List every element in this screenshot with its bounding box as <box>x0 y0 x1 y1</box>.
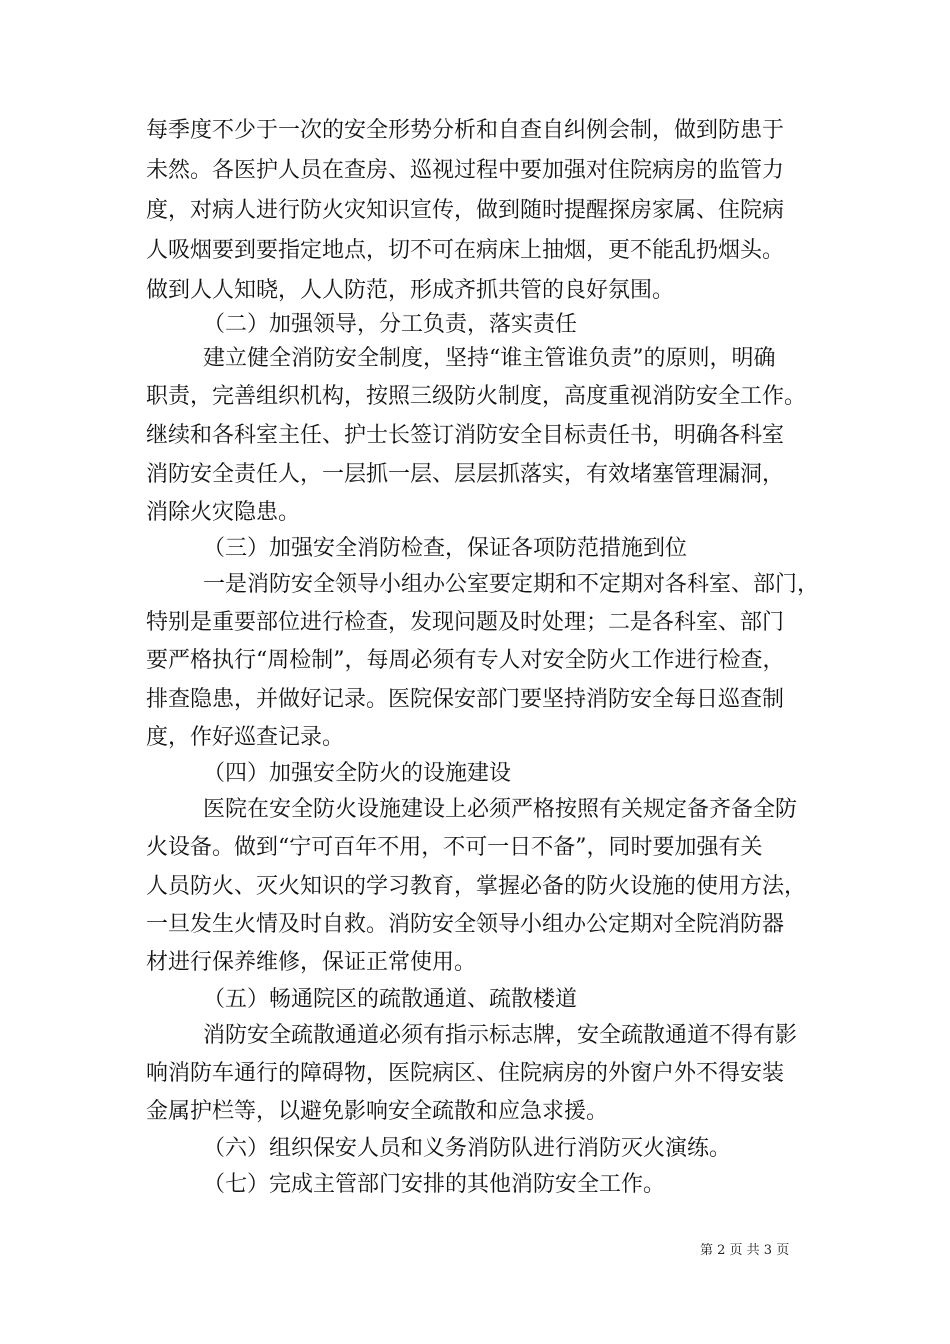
body-line: 材进行保养维修，保证正常使用。 <box>146 950 477 975</box>
body-line: 继续和各科室主任、护士长签订消防安全目标责任书，明确各科室 <box>146 423 785 448</box>
section-heading: （六）组织保安人员和义务消防队进行消防灭火演练。 <box>203 1136 732 1161</box>
body-line: 人员防火、灭火知识的学习教育，掌握必备的防火设施的使用方法， <box>146 874 807 899</box>
page-number: 第 2 页 共 3 页 <box>700 1243 790 1258</box>
paragraph-first-line: 一是消防安全领导小组办公室要定期和不定期对各科室、部门， <box>203 572 820 597</box>
body-line: 金属护栏等，以避免影响安全疏散和应急求援。 <box>146 1099 609 1124</box>
section-heading: （五）畅通院区的疏散通道、疏散楼道 <box>203 987 578 1012</box>
body-line: 要严格执行“周检制”，每周必须有专人对安全防火工作进行检查， <box>146 648 785 673</box>
paragraph-first-line: 医院在安全防火设施建设上必须严格按照有关规定备齐备全防 <box>203 797 798 822</box>
body-line: 特别是重要部位进行检查，发现问题及时处理；二是各科室、部门 <box>146 610 785 635</box>
body-line: 职责，完善组织机构，按照三级防火制度，高度重视消防安全工作。 <box>146 384 807 409</box>
body-line: 每季度不少于一次的安全形势分析和自查自纠例会制，做到防患于 <box>146 118 785 143</box>
paragraph-first-line: 消防安全疏散通道必须有指示标志牌，安全疏散通道不得有影 <box>203 1023 798 1048</box>
body-line: 消防安全责任人，一层抓一层、层层抓落实，有效堵塞管理漏洞， <box>146 462 785 487</box>
body-line: 消除火灾隐患。 <box>146 500 301 525</box>
section-heading: （三）加强安全消防检查，保证各项防范措施到位 <box>203 536 688 561</box>
body-line: 度，作好巡查记录。 <box>146 725 345 750</box>
body-line: 火设备。做到“宁可百年不用，不可一日不备”，同时要加强有关 <box>146 835 763 860</box>
body-line: 响消防车通行的障碍物，医院病区、住院病房的外窗户外不得安装 <box>146 1061 785 1086</box>
body-line: 做到人人知晓，人人防范，形成齐抓共管的良好氛围。 <box>146 278 675 303</box>
body-line: 一旦发生火情及时自救。消防安全领导小组办公定期对全院消防器 <box>146 912 785 937</box>
section-heading: （二）加强领导，分工负责，落实责任 <box>203 312 578 337</box>
section-heading: （七）完成主管部门安排的其他消防安全工作。 <box>203 1172 666 1197</box>
body-line: 度，对病人进行防火灾知识宣传，做到随时提醒探房家属、住院病 <box>146 198 785 223</box>
paragraph-first-line: 建立健全消防安全制度，坚持“谁主管谁负责”的原则，明确 <box>203 346 776 371</box>
body-line: 人吸烟要到要指定地点，切不可在病床上抽烟，更不能乱扔烟头。 <box>146 238 785 263</box>
body-line: 排查隐患，并做好记录。医院保安部门要坚持消防安全每日巡查制 <box>146 687 785 712</box>
section-heading: （四）加强安全防火的设施建设 <box>203 761 512 786</box>
body-line: 未然。各医护人员在查房、巡视过程中要加强对住院病房的监管力 <box>146 158 785 183</box>
